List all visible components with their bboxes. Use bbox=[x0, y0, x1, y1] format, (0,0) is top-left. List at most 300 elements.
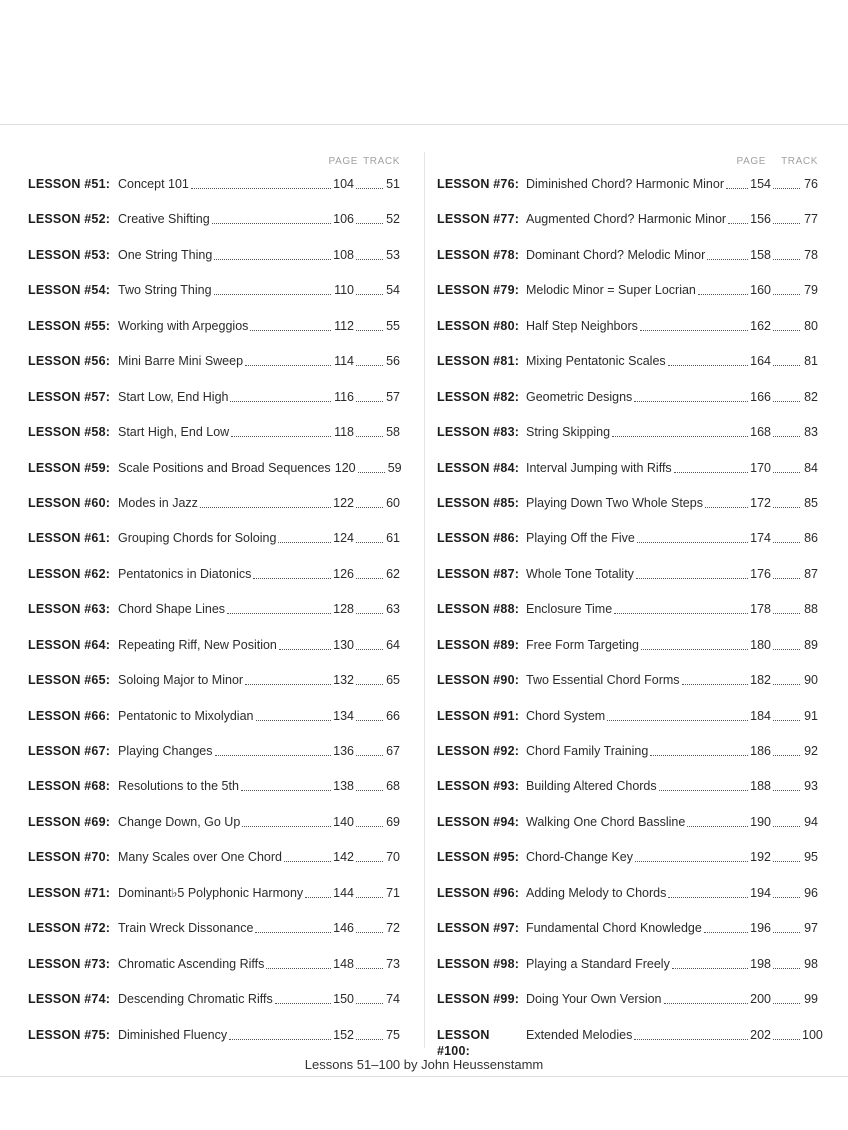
lesson-title: String Skipping bbox=[526, 425, 611, 440]
page-column-label: PAGE bbox=[328, 156, 358, 167]
page-number: 104 bbox=[333, 177, 354, 191]
toc-entry bbox=[437, 170, 818, 205]
dot-leader bbox=[726, 176, 748, 189]
lesson-title: Dominant♭5 Polyphonic Harmony bbox=[118, 885, 304, 900]
toc-entry bbox=[437, 985, 818, 1020]
toc-entry bbox=[437, 524, 818, 559]
dot-leader bbox=[659, 778, 748, 791]
page-number: 180 bbox=[750, 637, 771, 652]
toc-entry bbox=[28, 631, 400, 666]
dot-leader bbox=[356, 778, 383, 791]
dot-leader bbox=[245, 353, 331, 366]
dot-leader bbox=[255, 920, 331, 933]
page-number: 192 bbox=[750, 850, 771, 865]
lesson-number: LESSON #67: bbox=[28, 744, 111, 758]
lesson-number: LESSON #100: bbox=[437, 1027, 490, 1058]
track-number: 56 bbox=[386, 354, 400, 369]
toc-entry bbox=[437, 418, 818, 453]
lesson-title: Chord Shape Lines bbox=[118, 602, 226, 617]
track-number: 66 bbox=[386, 708, 400, 723]
page-number: 158 bbox=[750, 247, 771, 262]
top-rule bbox=[0, 124, 848, 125]
page-number: 128 bbox=[333, 602, 354, 617]
dot-leader bbox=[266, 956, 331, 969]
dot-leader bbox=[773, 566, 800, 579]
toc-entry bbox=[28, 985, 400, 1020]
track-column-label: TRACK bbox=[363, 156, 400, 167]
page-number: 194 bbox=[750, 885, 771, 900]
toc-entry bbox=[28, 702, 400, 737]
dot-leader bbox=[356, 530, 383, 543]
dot-leader bbox=[212, 211, 331, 224]
lesson-number: LESSON #99: bbox=[437, 992, 520, 1007]
lesson-number: LESSON #55: bbox=[28, 318, 111, 333]
lesson-title: Pentatonic to Mixolydian bbox=[118, 708, 254, 723]
track-number: 94 bbox=[804, 814, 818, 829]
toc-entry bbox=[437, 879, 818, 914]
track-number: 78 bbox=[804, 247, 818, 262]
dot-leader bbox=[356, 318, 383, 331]
page-number: 138 bbox=[333, 779, 354, 794]
track-number: 97 bbox=[804, 921, 818, 936]
lesson-title: Playing Down Two Whole Steps bbox=[526, 495, 703, 510]
lesson-title: Chord Family Training bbox=[526, 744, 649, 758]
page-number: 190 bbox=[750, 814, 771, 829]
toc-entry bbox=[28, 808, 400, 843]
lesson-title: Playing Changes bbox=[118, 744, 213, 758]
track-number: 65 bbox=[386, 673, 400, 688]
dot-leader bbox=[356, 637, 383, 650]
page-number: 136 bbox=[333, 744, 354, 758]
page-number: 172 bbox=[750, 495, 771, 510]
lesson-title: Interval Jumping with Riffs bbox=[526, 460, 672, 475]
dot-leader bbox=[773, 530, 800, 543]
toc-entry bbox=[28, 737, 400, 772]
lesson-title: Geometric Designs bbox=[526, 389, 633, 404]
toc-entry bbox=[437, 843, 818, 878]
lesson-number: LESSON #73: bbox=[28, 956, 111, 971]
page-number: 110 bbox=[334, 283, 354, 298]
track-number: 55 bbox=[386, 318, 400, 333]
dot-leader bbox=[773, 991, 800, 1004]
dot-leader bbox=[773, 1027, 800, 1040]
page-column-label: PAGE bbox=[736, 156, 766, 167]
dot-leader bbox=[284, 849, 331, 862]
lesson-title: Doing Your Own Version bbox=[526, 992, 662, 1007]
track-number: 64 bbox=[386, 637, 400, 652]
lesson-title: Mini Barre Mini Sweep bbox=[118, 354, 244, 369]
track-column-label: TRACK bbox=[781, 156, 818, 167]
lesson-title: Walking One Chord Bassline bbox=[526, 814, 686, 829]
toc-entry bbox=[28, 666, 400, 701]
dot-leader bbox=[242, 814, 331, 827]
lesson-title: Change Down, Go Up bbox=[118, 814, 241, 829]
page-number: 154 bbox=[750, 177, 771, 191]
page-number: 142 bbox=[333, 850, 354, 865]
dot-leader bbox=[634, 389, 748, 402]
track-number: 62 bbox=[386, 566, 400, 581]
dot-leader bbox=[356, 282, 383, 295]
track-number: 69 bbox=[386, 814, 400, 829]
dot-leader bbox=[356, 495, 383, 508]
track-number: 71 bbox=[386, 885, 400, 900]
toc-entry bbox=[437, 595, 818, 630]
dot-leader bbox=[674, 460, 748, 473]
page-number: 156 bbox=[750, 212, 771, 227]
lesson-number: LESSON #85: bbox=[437, 495, 520, 510]
footer-caption: Lessons 51–100 by John Heussenstamm bbox=[304, 1057, 544, 1072]
toc-entry bbox=[28, 1021, 400, 1056]
page-number: 152 bbox=[333, 1027, 354, 1042]
track-number: 68 bbox=[386, 779, 400, 794]
track-number: 84 bbox=[804, 460, 818, 475]
dot-leader bbox=[356, 743, 383, 756]
dot-leader bbox=[664, 991, 748, 1004]
dot-leader bbox=[356, 885, 383, 898]
lesson-title: Diminished Fluency bbox=[118, 1027, 228, 1042]
dot-leader bbox=[356, 211, 383, 224]
toc-entry bbox=[28, 170, 400, 205]
lesson-title: Chord System bbox=[526, 708, 606, 723]
track-number: 83 bbox=[804, 425, 818, 440]
column-header bbox=[28, 150, 400, 170]
toc-right-column bbox=[437, 150, 823, 1058]
dot-leader bbox=[275, 991, 331, 1004]
dot-leader bbox=[200, 495, 331, 508]
track-number: 79 bbox=[804, 283, 818, 298]
dot-leader bbox=[230, 389, 331, 402]
dot-leader bbox=[705, 495, 748, 508]
page-number: 162 bbox=[750, 318, 771, 333]
dot-leader bbox=[773, 460, 800, 473]
page-number: 160 bbox=[750, 283, 771, 298]
dot-leader bbox=[773, 743, 800, 756]
toc-left-column bbox=[28, 150, 400, 1056]
track-number: 70 bbox=[386, 850, 400, 865]
lesson-number: LESSON #61: bbox=[28, 531, 111, 546]
lesson-title: Train Wreck Dissonance bbox=[118, 921, 254, 936]
track-number: 87 bbox=[804, 566, 818, 581]
dot-leader bbox=[356, 566, 383, 579]
track-number: 75 bbox=[386, 1027, 400, 1042]
toc-entry bbox=[28, 454, 400, 489]
track-number: 58 bbox=[386, 425, 400, 440]
dot-leader bbox=[214, 282, 331, 295]
page-number: 170 bbox=[750, 460, 771, 475]
page-number: 130 bbox=[333, 637, 354, 652]
toc-entry bbox=[28, 879, 400, 914]
track-number: 89 bbox=[804, 637, 818, 652]
lesson-number: LESSON #94: bbox=[437, 814, 520, 829]
lesson-title: Two String Thing bbox=[118, 283, 212, 298]
lesson-number: LESSON #64: bbox=[28, 637, 111, 652]
lesson-number: LESSON #71: bbox=[28, 885, 111, 900]
lesson-title: Whole Tone Totality bbox=[526, 566, 634, 581]
dot-leader bbox=[279, 637, 331, 650]
toc-entry bbox=[437, 1021, 823, 1058]
dot-leader bbox=[245, 672, 331, 685]
lesson-title: Augmented Chord? Harmonic Minor bbox=[526, 212, 727, 227]
dot-leader bbox=[634, 1027, 748, 1040]
lesson-title: Melodic Minor = Super Locrian bbox=[526, 283, 696, 298]
track-number: 81 bbox=[804, 354, 818, 369]
lesson-number: LESSON #69: bbox=[28, 814, 111, 829]
lesson-number: LESSON #52: bbox=[28, 212, 111, 227]
lesson-number: LESSON #60: bbox=[28, 495, 111, 510]
lesson-number: LESSON #65: bbox=[28, 673, 111, 688]
toc-entry bbox=[28, 312, 400, 347]
track-number: 73 bbox=[386, 956, 400, 971]
dot-leader bbox=[356, 814, 383, 827]
toc-entry bbox=[437, 312, 818, 347]
page-number: 150 bbox=[333, 992, 354, 1007]
dot-leader bbox=[356, 708, 383, 721]
page-number: 186 bbox=[750, 744, 771, 758]
dot-leader bbox=[773, 920, 800, 933]
toc-entry bbox=[437, 772, 818, 807]
page-number: 168 bbox=[750, 425, 771, 440]
lesson-number: LESSON #77: bbox=[437, 212, 520, 227]
toc-entry bbox=[28, 595, 400, 630]
dot-leader bbox=[356, 920, 383, 933]
lesson-title: One String Thing bbox=[118, 247, 213, 262]
lesson-title: Chord-Change Key bbox=[526, 850, 634, 865]
dot-leader bbox=[773, 708, 800, 721]
dot-leader bbox=[682, 672, 748, 685]
dot-leader bbox=[231, 424, 331, 437]
dot-leader bbox=[668, 353, 748, 366]
page-number: 148 bbox=[333, 956, 354, 971]
dot-leader bbox=[773, 176, 800, 189]
lesson-number: LESSON #79: bbox=[437, 283, 520, 298]
lesson-number: LESSON #56: bbox=[28, 354, 111, 369]
track-number: 82 bbox=[804, 389, 818, 404]
toc-entry bbox=[28, 347, 400, 382]
dot-leader bbox=[707, 247, 748, 260]
lesson-number: LESSON #54: bbox=[28, 283, 111, 298]
page-number: 188 bbox=[750, 779, 771, 794]
lesson-title: Working with Arpeggios bbox=[118, 318, 249, 333]
dot-leader bbox=[773, 956, 800, 969]
page-number: 124 bbox=[333, 531, 354, 546]
page-number: 122 bbox=[333, 495, 354, 510]
page-number: 118 bbox=[334, 425, 354, 440]
lesson-title: Playing Off the Five bbox=[526, 531, 635, 546]
toc-entry bbox=[437, 241, 818, 276]
dot-leader bbox=[637, 530, 748, 543]
lesson-title: Enclosure Time bbox=[526, 602, 613, 617]
page-number: 184 bbox=[750, 708, 771, 723]
toc-entry bbox=[437, 737, 818, 772]
dot-leader bbox=[641, 637, 748, 650]
track-number: 96 bbox=[804, 885, 818, 900]
page-number: 108 bbox=[333, 247, 354, 262]
dot-leader bbox=[773, 885, 800, 898]
toc-entry bbox=[437, 808, 818, 843]
lesson-title: Many Scales over One Chord bbox=[118, 850, 282, 865]
page-number: 202 bbox=[750, 1027, 771, 1042]
dot-leader bbox=[356, 353, 383, 366]
track-number: 86 bbox=[804, 531, 818, 546]
dot-leader bbox=[358, 460, 385, 473]
page-number: 134 bbox=[333, 708, 354, 723]
bottom-rule bbox=[0, 1076, 848, 1077]
track-number: 74 bbox=[386, 992, 400, 1007]
track-number: 51 bbox=[386, 177, 400, 191]
dot-leader bbox=[356, 176, 383, 189]
toc-entry bbox=[437, 631, 818, 666]
toc-entry bbox=[437, 489, 818, 524]
dot-leader bbox=[305, 885, 331, 898]
dot-leader bbox=[227, 601, 331, 614]
lesson-title: Soloing Major to Minor bbox=[118, 673, 244, 688]
dot-leader bbox=[773, 247, 800, 260]
dot-leader bbox=[356, 424, 383, 437]
toc-entry bbox=[28, 241, 400, 276]
page-number: 196 bbox=[750, 921, 771, 936]
lesson-title: Start High, End Low bbox=[118, 425, 230, 440]
lesson-number: LESSON #86: bbox=[437, 531, 520, 546]
dot-leader bbox=[773, 318, 800, 331]
toc-entry bbox=[437, 383, 818, 418]
toc-entry bbox=[28, 205, 400, 240]
toc-entry bbox=[28, 843, 400, 878]
toc-entry bbox=[437, 666, 818, 701]
dot-leader bbox=[607, 708, 748, 721]
dot-leader bbox=[612, 424, 748, 437]
lesson-title: Grouping Chords for Soloing bbox=[118, 531, 277, 546]
dot-leader bbox=[215, 743, 331, 756]
lesson-number: LESSON #97: bbox=[437, 921, 520, 936]
dot-leader bbox=[635, 849, 748, 862]
track-number: 98 bbox=[804, 956, 818, 971]
page-number: 144 bbox=[333, 885, 354, 900]
lesson-number: LESSON #82: bbox=[437, 389, 520, 404]
dot-leader bbox=[773, 495, 800, 508]
page-number: 126 bbox=[333, 566, 354, 581]
dot-leader bbox=[614, 601, 748, 614]
lesson-title: Free Form Targeting bbox=[526, 637, 640, 652]
lesson-title: Playing a Standard Freely bbox=[526, 956, 670, 971]
track-number: 92 bbox=[804, 744, 818, 758]
lesson-title: Resolutions to the 5th bbox=[118, 779, 239, 794]
dot-leader bbox=[241, 778, 331, 791]
toc-entry bbox=[28, 950, 400, 985]
lesson-number: LESSON #88: bbox=[437, 602, 520, 617]
lesson-number: LESSON #53: bbox=[28, 247, 111, 262]
toc-entry bbox=[437, 347, 818, 382]
lesson-number: LESSON #84: bbox=[437, 460, 520, 475]
lesson-title: Creative Shifting bbox=[118, 212, 210, 227]
page-number: 166 bbox=[750, 389, 771, 404]
dot-leader bbox=[773, 778, 800, 791]
dot-leader bbox=[704, 920, 748, 933]
track-number: 93 bbox=[804, 779, 818, 794]
dot-leader bbox=[356, 247, 383, 260]
toc-entry bbox=[437, 950, 818, 985]
dot-leader bbox=[229, 1027, 331, 1040]
dot-leader bbox=[636, 566, 748, 579]
lesson-number: LESSON #66: bbox=[28, 708, 111, 723]
toc-entry bbox=[28, 489, 400, 524]
dot-leader bbox=[773, 211, 800, 224]
track-number: 80 bbox=[804, 318, 818, 333]
page-number: 116 bbox=[334, 389, 354, 404]
lesson-number: LESSON #80: bbox=[437, 318, 520, 333]
lesson-title: Mixing Pentatonic Scales bbox=[526, 354, 666, 369]
lesson-number: LESSON #98: bbox=[437, 956, 520, 971]
track-number: 60 bbox=[386, 495, 400, 510]
track-number: 53 bbox=[386, 247, 400, 262]
dot-leader bbox=[356, 956, 383, 969]
page-number: 112 bbox=[334, 318, 354, 333]
toc-entry bbox=[437, 454, 818, 489]
dot-leader bbox=[687, 814, 748, 827]
toc-entry bbox=[28, 914, 400, 949]
lesson-number: LESSON #91: bbox=[437, 708, 520, 723]
lesson-number: LESSON #81: bbox=[437, 354, 520, 369]
dot-leader bbox=[672, 956, 748, 969]
toc-entry bbox=[28, 772, 400, 807]
lesson-number: LESSON #92: bbox=[437, 744, 520, 758]
page-number: 140 bbox=[333, 814, 354, 829]
track-number: 77 bbox=[804, 212, 818, 227]
toc-entry bbox=[28, 383, 400, 418]
dot-leader bbox=[356, 601, 383, 614]
lesson-title: Chromatic Ascending Riffs bbox=[118, 956, 265, 971]
lesson-list bbox=[437, 170, 823, 1058]
lesson-title: Start Low, End High bbox=[118, 389, 229, 404]
dot-leader bbox=[728, 211, 748, 224]
lesson-title: Fundamental Chord Knowledge bbox=[526, 921, 702, 936]
lesson-number: LESSON #87: bbox=[437, 566, 520, 581]
lesson-number: LESSON #72: bbox=[28, 921, 111, 936]
toc-entry bbox=[437, 205, 818, 240]
lesson-number: LESSON #57: bbox=[28, 389, 111, 404]
toc-entry bbox=[28, 276, 400, 311]
lesson-number: LESSON #83: bbox=[437, 425, 520, 440]
track-number: 63 bbox=[386, 602, 400, 617]
lesson-number: LESSON #75: bbox=[28, 1027, 111, 1042]
dot-leader bbox=[773, 389, 800, 402]
page-number: 106 bbox=[333, 212, 354, 227]
lesson-number: LESSON #89: bbox=[437, 637, 520, 652]
dot-leader bbox=[356, 991, 383, 1004]
lesson-title: Diminished Chord? Harmonic Minor bbox=[526, 177, 724, 191]
page-number: 176 bbox=[750, 566, 771, 581]
lesson-list bbox=[28, 170, 400, 1056]
page-number: 198 bbox=[750, 956, 771, 971]
dot-leader bbox=[640, 318, 748, 331]
lesson-number: LESSON #62: bbox=[28, 566, 111, 581]
lesson-title: Concept 101 bbox=[118, 177, 189, 191]
page-number: 164 bbox=[750, 354, 771, 369]
lesson-number: LESSON #63: bbox=[28, 602, 111, 617]
toc-entry bbox=[28, 560, 400, 595]
lesson-number: LESSON #78: bbox=[437, 247, 520, 262]
lesson-title: Repeating Riff, New Position bbox=[118, 637, 277, 652]
page-number: 132 bbox=[333, 673, 354, 688]
dot-leader bbox=[250, 318, 331, 331]
dot-leader bbox=[650, 743, 748, 756]
dot-leader bbox=[356, 1027, 383, 1040]
lesson-title: Scale Positions and Broad Sequences bbox=[118, 460, 331, 475]
lesson-number: LESSON #95: bbox=[437, 850, 520, 865]
dot-leader bbox=[256, 708, 332, 721]
track-number: 52 bbox=[386, 212, 400, 227]
lesson-title: Modes in Jazz bbox=[118, 495, 198, 510]
lesson-title: Descending Chromatic Riffs bbox=[118, 992, 273, 1007]
